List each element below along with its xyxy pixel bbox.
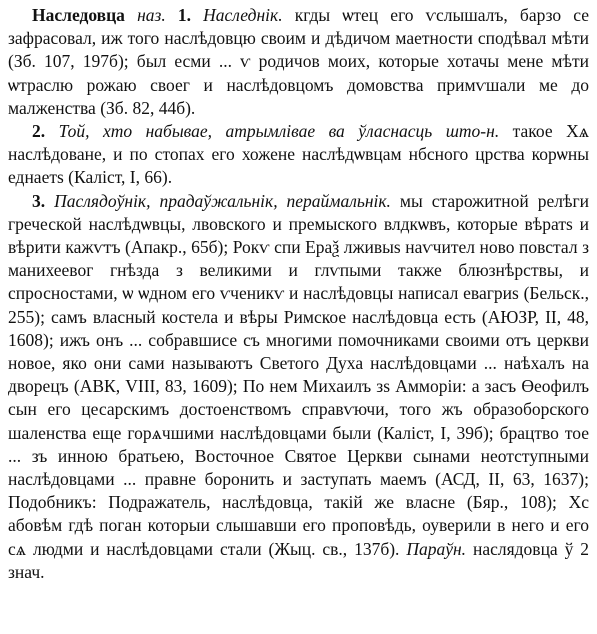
sense-1-number: 1. — [177, 5, 191, 25]
headword: Наследовца — [32, 5, 125, 25]
sense-2-paragraph — [8, 120, 589, 190]
sense-2-gloss: Той, хто набывае, атрымлівае ва ўласнасць што-н. — [58, 121, 500, 142]
sense-2-citations: такое Хѧ наслѣдоване, и по стопах его хожене наслѣдѡвцам нбсного црства корѡны еднаетs (Каліст, I, 66). — [8, 121, 590, 188]
sense-2-number: 2. — [32, 121, 46, 142]
sense-3-number: 3. — [32, 190, 46, 211]
sense-1-citations: кгды ѡтец его ѵслышалъ, барзо се зафрасовал, иж того наслѣдовцю своим и дѣдичом маетности сподѣвал мѣти (Зб. 107, 197б); был есми ... ѵ родичов моих, которые хотачы мене мѣти ѡтраслю рожаю своег и наслѣдовцомъ домовства примѵшали ме до малженства (Зб. 82, 44б). — [8, 5, 589, 118]
sense-3-gloss: Паслядоўнік, прадаўжальнік, пераймальнік. — [54, 190, 391, 211]
compare-label: Параўн. — [406, 538, 467, 559]
sense-3-citations: мы старожитной релѣги греческой наслѣдѡвцы, лвовского и премыского влдкѡвъ, которые вѣратs и вѣрити кажѵтъ (Апакр., 65б); Рокѵ спи Ераѯ лживыs наѵчител ново повстал з манихеевог гнѣзда з великими и глѵпыми также блюзнѣрствы, и спросностами, ѡ ѡдном его ѵченикѵ и наслѣдовцы написал евагриs (Бельск., 255); самъ власный костела и вѣры Римское наслѣдовца есть (АЮЗР, II, 48, 1608); ижъ онъ ... собравшисе съ многими помочниками своими отъ церкви новое, яко они сами называютъ Светого Духа наслѣдовцами ... наѣхалъ на дворецъ (АВК, VIII, 83, 1609); По нем Михаилъ зs Амморіи: а засъ Өеофилъ сын его цесарскимъ достоенствомъ справѵючи, того жъ образоборского шаленства еще горѧчшими наслѣдовцами были (Каліст, I, 39б); брацтво тое ... зъ инною братьею, Восточное Святое Церкви сынами неотступными наслѣдовцами ... правне боронить и заступать маемъ (АСД, II, 63, 1637); Подобникъ: Подражатель, наслѣдовца, такій же власне (Бяр., 108); Хс абовѣм гдѣ поган которыи слышавши его проповѣдь, оуверили в него и его сѧ людми и наслѣдовцами стали (Жыц. св., 137б). — [8, 190, 590, 559]
compare-text: наслядовца ў 2 знач. — [8, 538, 590, 582]
sense-3-paragraph — [8, 190, 589, 584]
sense-1-gloss: Наследнік. — [203, 5, 283, 25]
part-of-speech: наз. — [137, 5, 166, 25]
sense-1-paragraph — [8, 4, 589, 120]
